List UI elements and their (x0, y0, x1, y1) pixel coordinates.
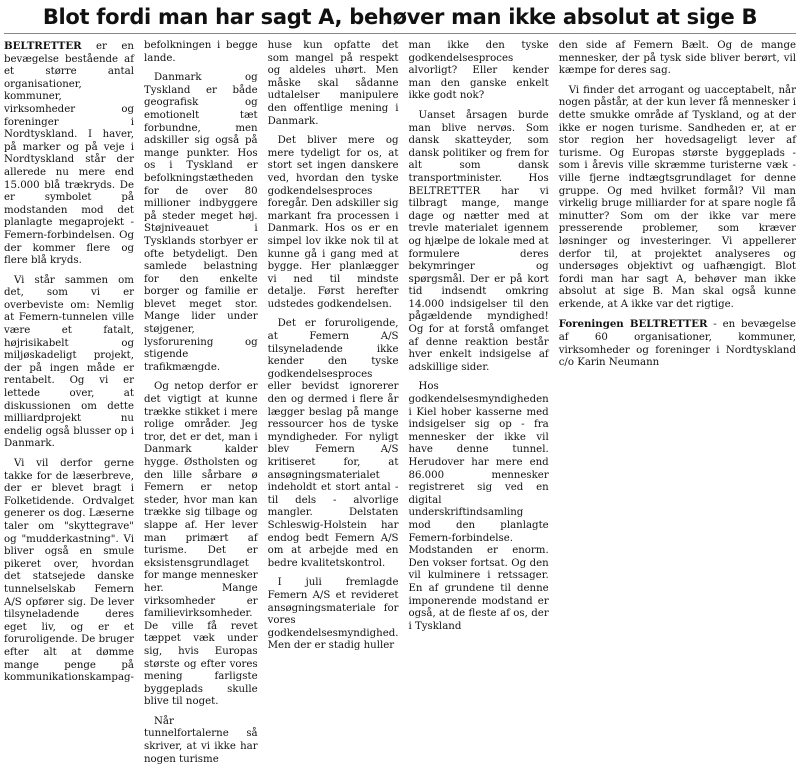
article-paragraph (144, 716, 258, 766)
paragraph-text: befolkningen i begge lande. (143, 40, 258, 64)
headline: Blot fordi man har sagt A, behøver man ikke absolut at sige B (42, 5, 758, 29)
article-paragraph (268, 577, 399, 653)
paragraph-text: Og netop derfor er det vigtigt at kunne trække stikket i mere rolige områder. Jeg tror, det er det, man i Danmark kalder hygge. Østholsten og den lille sårbare ø Femern er netop steder, hvor man kan trække sig tilbage og slappe af. Her lever man primært af turisme. Det er eksistensgrundlaget for mange mennesker her. Mange virksomheder er familievirksomheder. De ville få revet tæppet væk under sig, hvis Europas største og efter vores mening farligste byggeplads skulle blive til noget. (143, 381, 258, 708)
paragraph-text: er en bevægelse bestående af et større antal organisationer, kommuner, virksomheder og foreninger i Nordtyskland. I haver, på marker og på veje i Nordtyskland står der allerede nu mere end 15.000 blå trækryds. De er symbolet på modstanden mod det planlagte megaprojekt - Femern-forbindelsen. Og der kommer flere og flere blå kryds. (4, 41, 134, 267)
article-paragraph (4, 40, 134, 268)
article-paragraph (559, 40, 796, 78)
paragraph-text: Danmark og Tyskland er både geografisk og emotionelt tæt forbundne, men adskiller sig også på mange punkter. Hos os i Tyskland er befolkningstætheden for de over 80 millioner indbyggere på steder meget høj. Støjniveauet i Tysklands storbyer er ofte betydeligt. Den samlede belastning for den enkelte borger og familie er blevet meget stor. Mange lider under støjgener, lysforurening og stigende trafikmængde. (143, 72, 258, 373)
paragraph-text: - en bevægelse af 60 organisationer, kommuner, virksomheder og foreninger i Nordtyskland c/o Karin Neumann (558, 319, 796, 369)
article-columns (4, 40, 796, 765)
signature-paragraph (559, 318, 796, 369)
article-column-2 (143, 40, 258, 765)
paragraph-text: Uanset årsagen burde man blive nervøs. Som dansk skatteyder, som dansk politiker og frem for alt som dansk transportminister. Hos BELTRETTER har vi tilbragt mange, mange dage og nætter med at trevle materialet igennem og hjælpe de lokale med at formulere deres bekymringer og spørgsmål. Der er på kort tid indsendt omkring 14.000 indsigelser til den pågældende myndighed! Og for at forstå omfanget af denne reaktion består hver enkelt indsigelse af adskillige sider. (408, 109, 549, 373)
paragraph-text: Hos godkendelsesmyndigheden i Kiel hober kasserne med indsigelser sig op - fra mennesker der ikke vil have denne tunnel. Herudover har mere end 86.000 mennesker registreret sig ved en digital underskriftindsamling mod den planlagte Femern-forbindelse. Modstanden er enorm. Den vokser fortsat. Og den vil kulminere i retssager. En af grundene til denne imponerende modstand er også, at de fleste af os, der i Tyskland (408, 381, 549, 632)
article-paragraph (408, 40, 548, 103)
paragraph-text: Det er foruroligende, at Femern A/S tilsyneladende ikke kender den tyske godkendelsesproces eller bevidst ignorerer den og dermed i flere år lægger beslag på mange ressourcer hos de tyske myndigheder. For nyligt blev Femern A/S kritiseret for, at ansøgningsmaterialet indeholdt et stort antal - til dels - alvorlige mangler. Delstaten Schleswig-Holstein har endog bedt Femern A/S om at arbejde med en bedre kvalitetskontrol. (267, 318, 399, 569)
paragraph-text: Når tunnelfortalerne så skriver, at vi ikke har nogen turisme (143, 715, 258, 765)
headline-rule (4, 33, 796, 34)
article-paragraph (268, 318, 399, 570)
article-paragraph (144, 72, 258, 374)
paragraph-text: Vi finder det arrogant og uacceptabelt, når nogen påstår, at der kun lever få mennesker i dette smukke område af Tyskland, og at der ikke er nogen turisme. Sandheden er, at er stor region her hovedsageligt lever af turisme. Og Europas største byggeplads - som i årevis ville skræmme turisterne væk - ville fjerne indtægtsgrundlaget for denne gruppe. Og med hvilket formål? Vil man virkelig bruge milliarder for at spare nogle få minutter? Som om der ikke var mere presserende problemer, som kræver løsninger og investeringer. Vi appellerer derfor til, at projektet analyseres og undersøges objektivt og uafhængigt. Blot fordi man har sagt A, behøver man ikke absolut at sige B. Man skal også kunne erkende, at A ikke var det rigtige. (558, 84, 796, 310)
paragraph-text: I juli fremlagde Femern A/S et revideret ansøgningsmateriale for vores godkendelsesmyndighed. Men der er stadig huller (267, 577, 399, 652)
paragraph-text: Det bliver mere og mere tydeligt for os, at stort set ingen danskere ved, hvordan den tyske godkendelsesproces foregår. Den adskiller sig markant fra processen i Danmark. Hos os er en simpel lov ikke nok til at kunne gå i gang med at bygge. Her planlægger vi ned til mindste detalje. Først herefter udstedes godkendelsen. (267, 135, 399, 310)
article-paragraph (268, 40, 399, 128)
article-paragraph (408, 110, 548, 374)
article-paragraph (408, 381, 548, 633)
article-column-3 (267, 40, 399, 652)
article-paragraph (559, 85, 796, 312)
bold-lead: Foreningen BELTRETTER (558, 318, 708, 331)
article-paragraph (4, 458, 134, 685)
article-paragraph (4, 275, 134, 451)
article-paragraph (144, 381, 258, 708)
article-column-5 (559, 40, 796, 450)
article-paragraph (144, 40, 258, 65)
bold-lead: BELTRETTER (4, 40, 82, 52)
article-column-1 (4, 40, 134, 684)
article-paragraph (268, 135, 399, 311)
article-column-4 (408, 40, 549, 632)
paragraph-text: den side af Femern Bælt. Og de mange mennesker, der på tysk side bliver berørt, vil kæmpe for deres sag. (558, 40, 796, 77)
paragraph-text: Vi står sammen om det, som vi er overbeviste om: Nemlig at Femern-tunnelen ville være et fatalt, højrisikabelt og miljøskadeligt projekt, der på ingen måde er rentabelt. Og vi er lettede over, at diskussionen om dette milliardprojekt nu endelig også blusser op i Danmark. (4, 274, 134, 450)
paragraph-text: huse kun opfatte det som mangel på respekt og aldeles uhørt. Men måske skal sådanne udtalelser manipulere den offentlige mening i Danmark. (267, 40, 399, 127)
paragraph-text: Vi vil derfor gerne takke for de læserbreve, der er blevet bragt i Folketidende. Ordvalget generer os dog. Læserne taler om "skyttegrave" og "mudderkastning". Vi bliver også en smule pikeret over, hvordan det statsejede danske tunnelselskab Femern A/S opfører sig. De lever tilsyneladende deres eget liv, og er et foruroligende. De bruger efter alt at dømme mange penge på kommunikationskampag- (4, 458, 134, 684)
paragraph-text: man ikke den tyske godkendelsesproces alvorligt? Eller kender man den ganske enkelt ikke godt nok? (408, 40, 549, 102)
